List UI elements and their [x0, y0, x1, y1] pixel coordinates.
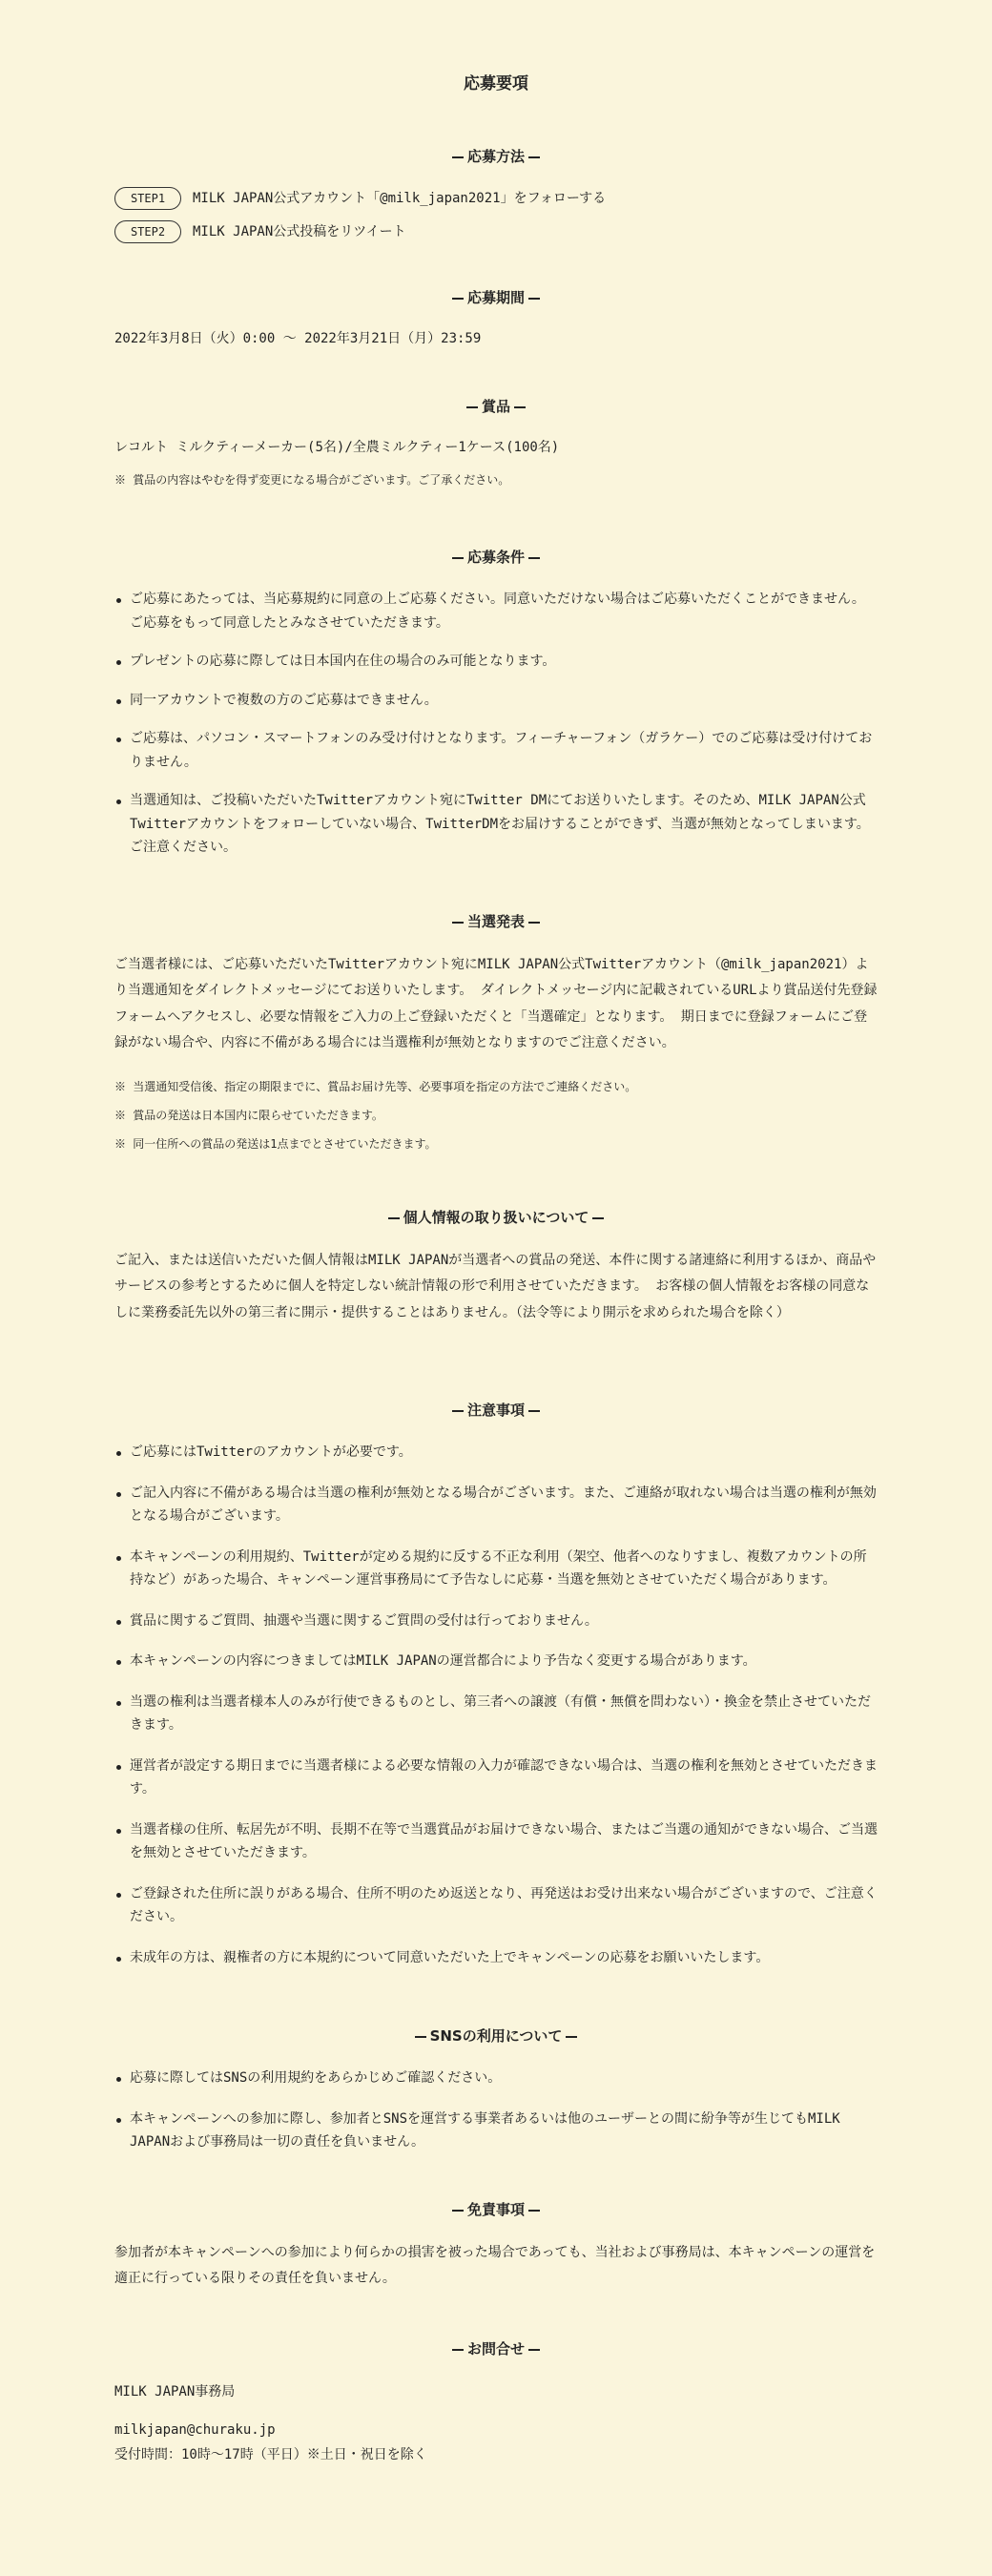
section-title-announcement: 当選発表: [114, 908, 878, 936]
section-title-contact: お問合せ: [114, 2336, 878, 2363]
list-item: 同一アカウントで複数の方のご応募はできません。: [114, 689, 878, 713]
list-item: ご応募にあたっては、当応募規約に同意の上ご応募ください。同意いただけない場合はご応募いただくことができません。ご応募をもって同意したとみなさせていただきます。: [114, 588, 878, 634]
section-title-prize: 賞品: [114, 393, 878, 421]
period-text: 2022年3月8日（火）0:00 〜 2022年3月21日（月）23:59: [114, 331, 482, 346]
contact-office: MILK JAPAN事務局: [114, 2384, 236, 2399]
section-title-privacy: 個人情報の取り扱いについて: [114, 1204, 878, 1232]
list-item: 本キャンペーンへの参加に際し、参加者とSNSを運営する事業者あるいは他のユーザーとの間に紛争等が生じてもMILK JAPANおよび事務局は一切の責任を負いません。: [114, 2108, 878, 2154]
list-item: ご登録された住所に誤りがある場合、住所不明のため返送となり、再発送はお受け出来ない場合がございますので、ご注意ください。: [114, 1882, 878, 1929]
list-item: 当選通知は、ご投稿いただいたTwitterアカウント宛にTwitter DMにてお送りいたします。そのため、MILK JAPAN公式Twitterアカウントをフォローしていない場合、TwitterDMをお届けすることができず、当選が無効となってしまいます。ご注意ください。: [114, 789, 878, 860]
list-item: 運営者が設定する期日までに当選者様による必要な情報の入力が確認できない場合は、当選の権利を無効とさせていただきます。: [114, 1755, 878, 1801]
section-title-method: 応募方法: [114, 143, 878, 171]
list-item: プレゼントの応募に際しては日本国内在住の場合のみ可能となります。: [114, 650, 878, 674]
list-item: ご応募にはTwitterのアカウントが必要です。: [114, 1441, 878, 1465]
list-item: 当選の権利は当選者様本人のみが行使できるものとし、第三者への譲渡（有償・無償を問わない）・換金を禁止させていただきます。: [114, 1691, 878, 1737]
section-title-disclaimer: 免責事項: [114, 2196, 878, 2224]
contact-email[interactable]: milkjapan@churaku.jp: [114, 2422, 276, 2438]
list-item: ご応募は、パソコン・スマートフォンのみ受け付けとなります。フィーチャーフォン（ガラケー）でのご応募は受け付けておりません。: [114, 727, 878, 774]
list-item: 本キャンペーンの利用規約、Twitterが定める規約に反する不正な利用（架空、他者へのなりすまし、複数アカウントの所持など）があった場合、キャンペーン運営事務局にて予告なしに応募・当選を無効とさせていただく場合があります。: [114, 1546, 878, 1592]
section-title-conditions: 応募条件: [114, 544, 878, 571]
sns-list: [114, 2067, 878, 2154]
cautions-list: [114, 1441, 878, 1969]
page-title: 応募要項: [464, 74, 528, 93]
announcement-note: ※ 当選通知受信後、指定の期限までに、賞品お届け先等、必要事項を指定の方法でご連絡ください。: [114, 1080, 637, 1093]
list-item: 当選者様の住所、転居先が不明、長期不在等で当選賞品がお届けできない場合、またはご当選の通知ができない場合、ご当選を無効とさせていただきます。: [114, 1818, 878, 1865]
step-badge: STEP1: [114, 187, 181, 210]
announcement-note: ※ 同一住所への賞品の発送は1点までとさせていただきます。: [114, 1137, 437, 1151]
contact-hours: 受付時間：10時〜17時（平日）※土日・祝日を除く: [114, 2447, 427, 2462]
section-title-cautions: 注意事項: [114, 1397, 878, 1424]
list-item: 本キャンペーンの内容につきましてはMILK JAPANの運営都合により予告なく変更する場合があります。: [114, 1650, 878, 1673]
announcement-note: ※ 賞品の発送は日本国内に限らせていただきます。: [114, 1109, 383, 1122]
section-title-sns: SNSの利用について: [114, 2023, 878, 2050]
section-title-period: 応募期間: [114, 284, 878, 312]
list-item: 未成年の方は、親権者の方に本規約について同意いただいた上でキャンペーンの応募をお願いいたします。: [114, 1946, 878, 1970]
list-item: 賞品に関するご質問、抽選や当選に関するご質問の受付は行っておりません。: [114, 1610, 878, 1633]
list-item: ご記入内容に不備がある場合は当選の権利が無効となる場合がございます。また、ご連絡が取れない場合は当選の権利が無効となる場合がございます。: [114, 1482, 878, 1528]
step-2: [114, 219, 406, 245]
step-badge: STEP2: [114, 220, 181, 243]
step-1: [114, 186, 606, 212]
prize-note: ※ 賞品の内容はやむを得ず変更になる場合がございます。ご了承ください。: [114, 473, 510, 487]
prize-text: レコルト ミルクティーメーカー(5名)/全農ミルクティー1ケース(100名): [114, 440, 560, 455]
privacy-text: ご記入、または送信いただいた個人情報はMILK JAPANが当選者への賞品の発送、本件に関する諸連絡に利用するほか、商品やサービスの参考とするために個人を特定しない統計情報の形で利用させていただきます。 お客様の個人情報をお客様の同意なしに業務委託先以外の第三者に開示・提供することはありません。（法令等により開示を求められた場合を除く）: [114, 1253, 877, 1320]
announcement-text: ご当選者様には、ご応募いただいたTwitterアカウント宛にMILK JAPAN公式Twitterアカウント（@milk_japan2021）より当選通知をダイレクトメッセージにてお送りいたします。 ダイレクトメッセージ内に記載されているURLより賞品送付先登録フォームへアクセスし、必要な情報をご入力の上ご登録いただくと「当選確定」となります。 期日までに登録フォームにご登録がない場合や、内容に不備がある場合には当選権利が無効となりますのでご注意ください。: [114, 957, 878, 1050]
list-item: 応募に際してはSNSの利用規約をあらかじめご確認ください。: [114, 2067, 878, 2090]
conditions-list: [114, 588, 878, 860]
step-text: MILK JAPAN公式投稿をリツイート: [193, 224, 406, 239]
disclaimer-text: 参加者が本キャンペーンへの参加により何らかの損害を被った場合であっても、当社および事務局は、本キャンペーンの運営を適正に行っている限りその責任を負いません。: [114, 2245, 876, 2287]
step-text: MILK JAPAN公式アカウント「@milk_japan2021」をフォローする: [193, 191, 607, 206]
